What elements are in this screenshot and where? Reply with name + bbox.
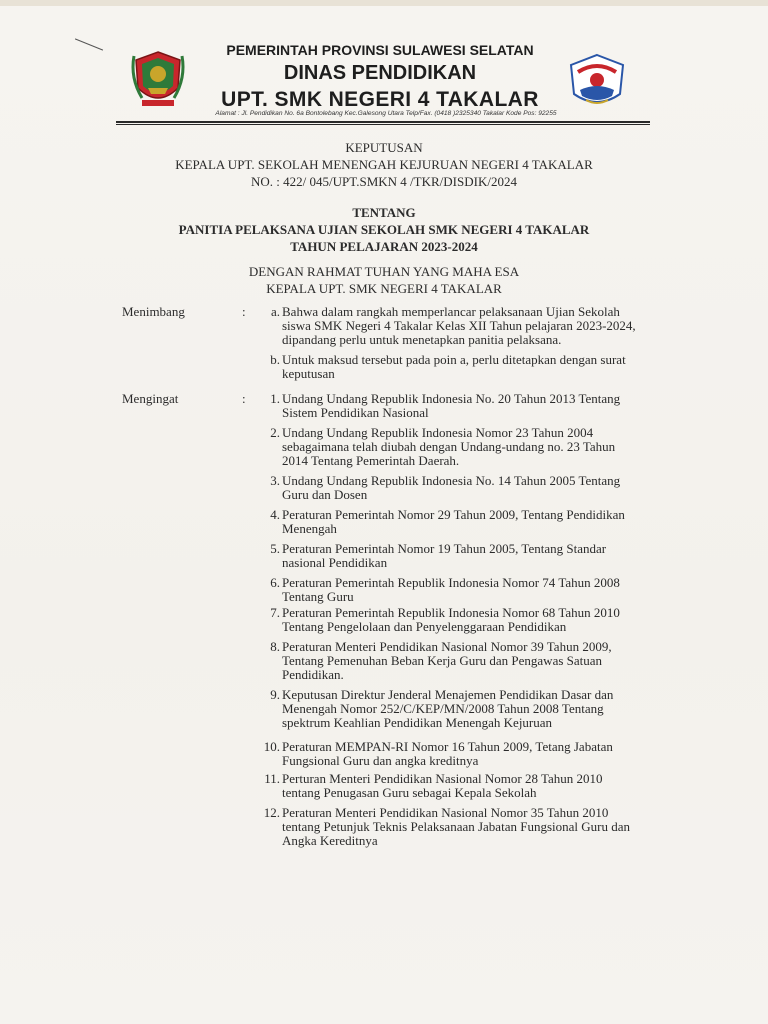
school-emblem-icon [566, 52, 628, 112]
mengingat-item-text [282, 606, 652, 634]
menimbang-item-text [282, 305, 652, 347]
decision-number: NO. : 422/ 045/UPT.SMKN 4 /TKR/DISDIK/2024 [251, 174, 517, 189]
decision-issuer: KEPALA UPT. SEKOLAH MENENGAH KEJURUAN NEGERI 4 TAKALAR [175, 157, 593, 172]
letterhead-school: UPT. SMK NEGERI 4 TAKALAR [221, 88, 539, 111]
letterhead-rule [116, 121, 650, 123]
mengingat-item-marker: 5. [270, 541, 280, 556]
menimbang-item-line: keputusan [282, 366, 335, 381]
mengingat-item-line: Perturan Menteri Pendidikan Nasional Nomor 28 Tahun 2010 [282, 771, 603, 786]
mengingat-item-line: Tentang Pengelolaan dan Penyelenggaraan Pendidikan [282, 619, 567, 634]
mengingat-item-line: Menengah Nomor 252/C/KEP/MN/2008 Tahun 2008 Tentang [282, 701, 604, 716]
mengingat-item-text [282, 542, 652, 570]
mengingat-item-marker: 9. [270, 687, 280, 702]
menimbang-label: Menimbang [122, 304, 185, 319]
mengingat-item-line: tentang Petunjuk Teknis Pelaksanaan Jabatan Fungsional Guru dan [282, 819, 630, 834]
mengingat-item-marker: 4. [270, 507, 280, 522]
menimbang-item-line: Bahwa dalam rangkah memperlancar pelaksanaan Ujian Sekolah [282, 304, 620, 319]
letterhead [190, 40, 570, 114]
mengingat-item-line: Tentang Guru [282, 589, 354, 604]
mengingat-item-text [282, 392, 652, 420]
subject-label: TENTANG [352, 205, 416, 220]
mengingat-item-line: Peraturan Pemerintah Republik Indonesia Nomor 74 Tahun 2008 [282, 575, 620, 590]
letterhead-agency: DINAS PENDIDIKAN [283, 62, 477, 84]
subject-line-1: PANITIA PELAKSANA UJIAN SEKOLAH SMK NEGERI 4 TAKALAR [178, 222, 590, 237]
mengingat-item-line: 2014 Tentang Pemerintah Daerah. [282, 453, 460, 468]
mengingat-item-marker: 12. [263, 805, 280, 820]
letterhead-government: PEMERINTAH PROVINSI SULAWESI SELATAN [226, 42, 534, 58]
mengingat-item-line: Peraturan Pemerintah Republik Indonesia Nomor 68 Tahun 2010 [282, 605, 620, 620]
mengingat-item-line: Undang Undang Republik Indonesia No. 14 Tahun 2005 Tentang [282, 473, 621, 488]
menimbang-item-line: Untuk maksud tersebut pada poin a, perlu ditetapkan dengan surat [282, 352, 626, 367]
letterhead-address: Alamat : Jl. Pendidikan No. 6a Bontolebang Kec.Galesong Utara Telp/Fax. (0418 )2325340 Takalar Kode Pos: 92255 [215, 110, 557, 117]
mengingat-item-marker: 7. [270, 605, 280, 620]
mengingat-item-line: Peraturan Pemerintah Nomor 19 Tahun 2005, Tentang Standar [282, 541, 607, 556]
mengingat-item-line: Peraturan Menteri Pendidikan Nasional Nomor 35 Tahun 2010 [282, 805, 609, 820]
mengingat-item-marker: 3. [270, 473, 280, 488]
mengingat-item-line: nasional Pendidikan [282, 555, 388, 570]
mengingat-item-line: Peraturan Pemerintah Nomor 29 Tahun 2009, Tentang Pendidikan [282, 507, 625, 522]
mengingat-item-line: Undang Undang Republik Indonesia No. 20 Tahun 2013 Tentang [282, 391, 621, 406]
mengingat-item-text [282, 806, 652, 848]
mengingat-item-marker: 2. [270, 425, 280, 440]
mengingat-item-text [282, 426, 652, 468]
mengingat-item-line: Pendidikan. [282, 667, 344, 682]
menimbang-item-line: dipandang perlu untuk menetapkan panitia pelaksana. [282, 332, 562, 347]
mengingat-item-marker: 1. [270, 391, 280, 406]
subject-line-2: TAHUN PELAJARAN 2023-2024 [290, 239, 478, 254]
invocation-line-1: DENGAN RAHMAT TUHAN YANG MAHA ESA [248, 264, 520, 279]
mengingat-item-text [282, 740, 652, 768]
menimbang-colon: : [242, 304, 246, 319]
menimbang-item-marker: a. [270, 304, 280, 319]
mengingat-item-line: Angka Kereditnya [282, 833, 378, 848]
mengingat-item-text [282, 688, 652, 730]
mengingat-colon: : [242, 391, 246, 406]
scan-mark [75, 38, 103, 50]
mengingat-item-line: Keputusan Direktur Jenderal Menajemen Pendidikan Dasar dan [282, 687, 614, 702]
invocation-line-2: KEPALA UPT. SMK NEGERI 4 TAKALAR [266, 281, 502, 296]
mengingat-item-text [282, 576, 652, 604]
mengingat-item-text [282, 640, 652, 682]
mengingat-item-line: Undang Undang Republik Indonesia Nomor 23 Tahun 2004 [282, 425, 594, 440]
mengingat-item-marker: 6. [270, 575, 280, 590]
mengingat-item-marker: 8. [270, 639, 280, 654]
mengingat-item-line: Guru dan Dosen [282, 487, 368, 502]
mengingat-item-marker: 10. [263, 739, 280, 754]
mengingat-item-line: spektrum Keahlian Pendidikan Menengah Kejuruan [282, 715, 553, 730]
provincial-crest-icon [128, 48, 188, 110]
mengingat-item-marker: 11. [264, 771, 280, 786]
mengingat-item-line: Tentang Pemenuhan Beban Kerja Guru dan Pengawas Satuan [282, 653, 603, 668]
scan-top-edge [0, 0, 768, 6]
letterhead-rule-thin [116, 124, 650, 125]
mengingat-item-line: sebagaimana telah diubah dengan Undang-undang no. 23 Tahun [282, 439, 616, 454]
mengingat-item-line: Fungsional Guru dan angka kreditnya [282, 753, 479, 768]
menimbang-item-text [282, 353, 652, 381]
mengingat-item-line: tentang Penugasan Guru sebagai Kepala Sekolah [282, 785, 537, 800]
menimbang-item-line: siswa SMK Negeri 4 Takalar Kelas XII Tahun pelajaran 2023-2024, [282, 318, 636, 333]
mengingat-item-text [282, 508, 652, 536]
decision-title: KEPUTUSAN [345, 140, 423, 155]
mengingat-item-text [282, 474, 652, 502]
mengingat-label: Mengingat [122, 391, 179, 406]
menimbang-item-marker: b. [270, 352, 280, 367]
mengingat-item-line: Sistem Pendidikan Nasional [282, 405, 429, 420]
mengingat-item-line: Peraturan Menteri Pendidikan Nasional Nomor 39 Tahun 2009, [282, 639, 612, 654]
mengingat-item-line: Menengah [282, 521, 337, 536]
mengingat-item-line: Peraturan MEMPAN-RI Nomor 16 Tahun 2009, Tetang Jabatan [282, 739, 613, 754]
mengingat-item-text [282, 772, 652, 800]
